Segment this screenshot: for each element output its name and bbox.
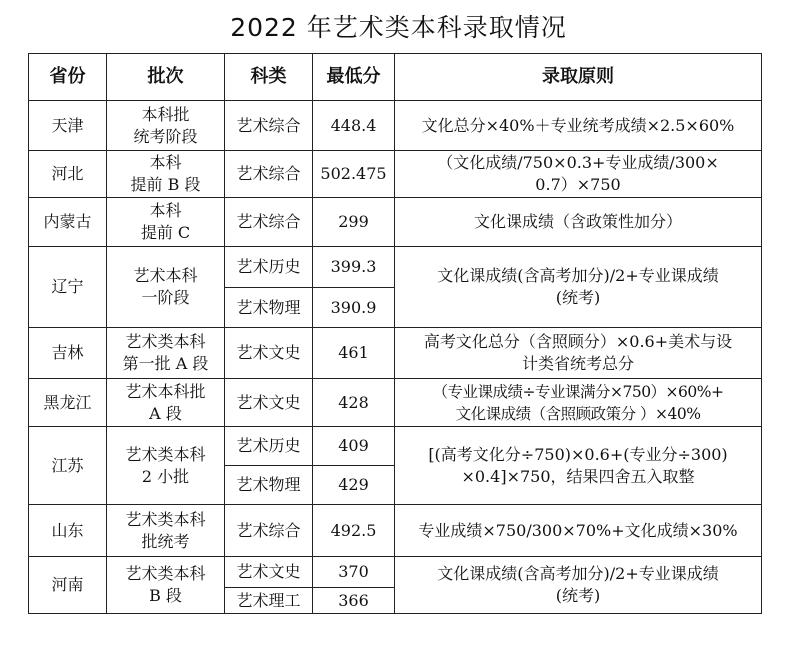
score-cell: 502.475: [313, 151, 395, 198]
batch-cell: [107, 505, 225, 557]
subject-cell: 艺术文史: [225, 557, 313, 588]
batch-line: 批统考: [141, 531, 190, 551]
rule-line: 计类省统考总分: [521, 354, 634, 373]
batch-line: 艺术类本科: [125, 444, 206, 464]
rule-line: ×0.4]×750，结果四舍五入取整: [461, 466, 695, 486]
batch-cell: [107, 198, 225, 247]
rule-cell: [395, 101, 762, 151]
header-row: [29, 54, 762, 101]
header-batch: 批次: [107, 54, 225, 101]
province-cell: 山东: [29, 505, 107, 557]
table-row: [29, 247, 762, 288]
subject-cell: 艺术历史: [225, 427, 313, 466]
admission-table: [28, 53, 762, 614]
batch-cell: [107, 101, 225, 151]
batch-cell: [107, 247, 225, 328]
province-cell: 吉林: [29, 328, 107, 379]
table-row: [29, 151, 762, 198]
table-row: [29, 557, 762, 588]
batch-line: B 段: [149, 586, 182, 605]
table-row: [29, 101, 762, 151]
rule-line: (统考): [555, 288, 601, 307]
rule-cell: [395, 328, 762, 379]
rule-cell: [395, 151, 762, 198]
batch-line: 艺术类本科: [125, 509, 206, 529]
header-min-score: 最低分: [313, 54, 395, 101]
subject-cell: 艺术历史: [225, 247, 313, 288]
rule-line: 0.7）×750: [535, 175, 621, 194]
rule-line: [(高考文化分÷750)×0.6+(专业分÷300): [428, 444, 728, 464]
rule-cell: [395, 557, 762, 614]
batch-line: 提前 C: [140, 223, 191, 242]
page-title: 2022 年艺术类本科录取情况: [230, 13, 567, 42]
rule-line: 文化课成绩(含高考加分)/2+专业课成绩: [437, 564, 719, 583]
rule-line: (统考): [555, 586, 601, 605]
batch-cell: [107, 379, 225, 427]
batch-line: 艺术本科: [133, 266, 198, 285]
subject-cell: 艺术物理: [225, 288, 313, 328]
subject-cell: 艺术综合: [225, 505, 313, 557]
batch-cell: [107, 328, 225, 379]
batch-line: 本科批: [141, 104, 190, 124]
batch-line: 2 小批: [141, 466, 190, 486]
subject-cell: 艺术综合: [225, 198, 313, 247]
score-cell: 428: [313, 379, 395, 427]
score-cell: 390.9: [313, 288, 395, 328]
batch-line: 艺术类本科: [125, 332, 206, 351]
header-province: 省份: [29, 54, 107, 101]
subject-cell: 艺术综合: [225, 151, 313, 198]
batch-cell: [107, 427, 225, 505]
province-cell: 天津: [29, 101, 107, 151]
province-cell: 黑龙江: [29, 379, 107, 427]
rule-line: 文化课成绩（含照顾政策分 ）×40%: [455, 404, 701, 423]
batch-line: 一阶段: [141, 288, 190, 307]
province-cell: 辽宁: [29, 247, 107, 328]
table-row: [29, 379, 762, 427]
score-cell: 370: [313, 557, 395, 588]
rule-cell: [395, 505, 762, 557]
subject-cell: 艺术理工: [225, 588, 313, 614]
header-rule: 录取原则: [395, 54, 762, 101]
table-row: [29, 427, 762, 466]
score-cell: 448.4: [313, 101, 395, 151]
score-cell: 461: [313, 328, 395, 379]
rule-cell: [395, 427, 762, 505]
rule-cell: [395, 247, 762, 328]
rule-line: 高考文化总分（含照顾分）×0.6+美术与设: [423, 332, 733, 351]
rule-cell: [395, 379, 762, 427]
batch-line: 第一批 A 段: [122, 354, 209, 373]
province-cell: 河北: [29, 151, 107, 198]
batch-line: 统考阶段: [133, 126, 198, 146]
province-cell: 江苏: [29, 427, 107, 505]
table-row: [29, 328, 762, 379]
province-cell: 河南: [29, 557, 107, 614]
score-cell: 409: [313, 427, 395, 466]
score-cell: 399.3: [313, 247, 395, 288]
table-row: [29, 198, 762, 247]
batch-line: 本科: [149, 153, 182, 172]
batch-line: A 段: [149, 403, 182, 423]
rule-cell: [395, 198, 762, 247]
batch-line: 本科: [149, 201, 182, 220]
batch-line: 艺术本科批: [125, 381, 206, 401]
rule-line: 文化总分×40%＋专业统考成绩×2.5×60%: [421, 115, 735, 135]
subject-cell: 艺术物理: [225, 466, 313, 505]
rule-line: （文化成绩/750×0.3+专业成绩/300×: [437, 153, 719, 172]
batch-line: 艺术类本科: [125, 564, 206, 583]
score-cell: 299: [313, 198, 395, 247]
subject-cell: 艺术综合: [225, 101, 313, 151]
rule-line: 专业成绩×750/300×70%+文化成绩×30%: [418, 520, 738, 540]
score-cell: 492.5: [313, 505, 395, 557]
subject-cell: 艺术文史: [225, 379, 313, 427]
header-subject: 科类: [225, 54, 313, 101]
rule-line: （专业课成绩÷专业课满分×750）×60%+: [432, 382, 724, 401]
rule-line: 文化课成绩(含高考加分)/2+专业课成绩: [437, 266, 719, 285]
batch-line: 提前 B 段: [130, 175, 201, 194]
score-cell: 429: [313, 466, 395, 505]
score-cell: 366: [313, 588, 395, 614]
batch-cell: [107, 151, 225, 198]
subject-cell: 艺术文史: [225, 328, 313, 379]
batch-cell: [107, 557, 225, 614]
table-row: [29, 505, 762, 557]
province-cell: 内蒙古: [29, 198, 107, 247]
rule-line: 文化课成绩（含政策性加分）: [473, 212, 682, 231]
